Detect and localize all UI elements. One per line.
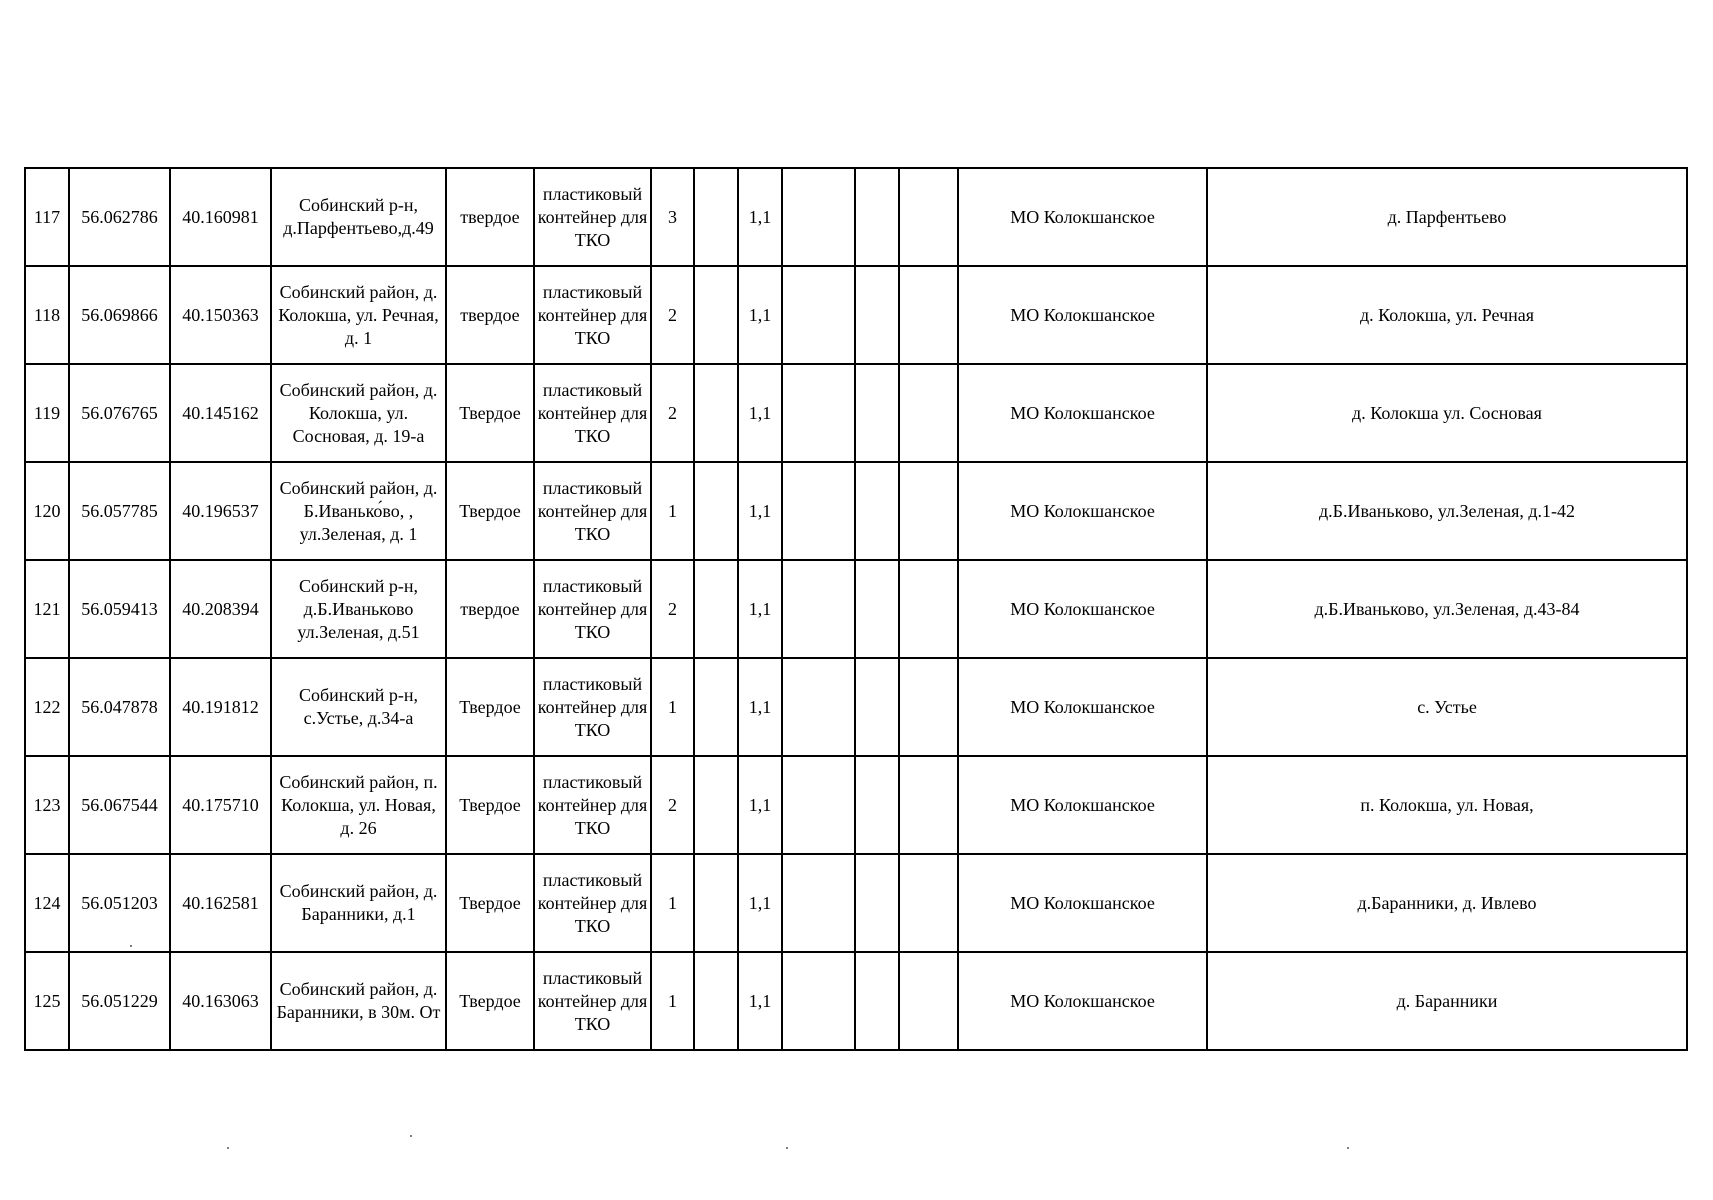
owner-cell: МО Колокшанское <box>958 168 1207 266</box>
address-cell: Собинский район, п. Колокша, ул. Новая, д. 26 <box>271 756 446 854</box>
empty-cell <box>899 168 958 266</box>
longitude-cell: 40.162581 <box>170 854 271 952</box>
empty-cell <box>855 854 899 952</box>
empty-cell <box>694 952 738 1050</box>
empty-cell <box>782 168 855 266</box>
address-cell: Собинский район, д. Колокша, ул. Сосновая, д. 19-а <box>271 364 446 462</box>
longitude-cell: 40.160981 <box>170 168 271 266</box>
latitude-cell: 56.047878 <box>69 658 170 756</box>
row-number-cell: 119 <box>25 364 69 462</box>
empty-cell <box>899 952 958 1050</box>
scan-speck <box>786 1147 788 1149</box>
latitude-cell: 56.057785 <box>69 462 170 560</box>
address-cell: Собинский район, д. Баранники, в 30м. От <box>271 952 446 1050</box>
surface-type-cell: твердое <box>446 560 534 658</box>
latitude-cell: 56.069866 <box>69 266 170 364</box>
container-volume-cell: 1,1 <box>738 854 782 952</box>
empty-cell <box>694 658 738 756</box>
surface-type-cell: Твердое <box>446 756 534 854</box>
empty-cell <box>782 854 855 952</box>
table-row <box>25 266 1687 364</box>
latitude-cell: 56.062786 <box>69 168 170 266</box>
row-number-cell: 121 <box>25 560 69 658</box>
latitude-cell: 56.059413 <box>69 560 170 658</box>
empty-cell <box>855 168 899 266</box>
row-number-cell: 123 <box>25 756 69 854</box>
table-row <box>25 658 1687 756</box>
container-type-cell: пластиковый контейнер для ТКО <box>534 168 651 266</box>
empty-cell <box>899 364 958 462</box>
empty-cell <box>782 266 855 364</box>
table-body <box>25 168 1687 1050</box>
empty-cell <box>855 462 899 560</box>
table-row <box>25 854 1687 952</box>
row-number-cell: 124 <box>25 854 69 952</box>
surface-type-cell: Твердое <box>446 462 534 560</box>
container-volume-cell: 1,1 <box>738 560 782 658</box>
owner-cell: МО Колокшанское <box>958 560 1207 658</box>
served-area-cell: д. Баранники <box>1207 952 1687 1050</box>
empty-cell <box>694 854 738 952</box>
longitude-cell: 40.196537 <box>170 462 271 560</box>
container-type-cell: пластиковый контейнер для ТКО <box>534 756 651 854</box>
longitude-cell: 40.163063 <box>170 952 271 1050</box>
container-volume-cell: 1,1 <box>738 168 782 266</box>
table-row <box>25 462 1687 560</box>
container-count-cell: 1 <box>651 854 694 952</box>
address-cell: Собинский р-н, д.Парфентьево,д.49 <box>271 168 446 266</box>
latitude-cell: 56.076765 <box>69 364 170 462</box>
surface-type-cell: Твердое <box>446 854 534 952</box>
served-area-cell: д.Б.Иваньково, ул.Зеленая, д.43-84 <box>1207 560 1687 658</box>
owner-cell: МО Колокшанское <box>958 462 1207 560</box>
container-volume-cell: 1,1 <box>738 462 782 560</box>
container-count-cell: 1 <box>651 952 694 1050</box>
row-number-cell: 120 <box>25 462 69 560</box>
address-cell: Собинский район, д. Б.Иванько́во, , ул.Зеленая, д. 1 <box>271 462 446 560</box>
served-area-cell: д. Колокша, ул. Речная <box>1207 266 1687 364</box>
empty-cell <box>782 364 855 462</box>
container-type-cell: пластиковый контейнер для ТКО <box>534 658 651 756</box>
owner-cell: МО Колокшанское <box>958 952 1207 1050</box>
longitude-cell: 40.145162 <box>170 364 271 462</box>
empty-cell <box>694 266 738 364</box>
row-number-cell: 117 <box>25 168 69 266</box>
address-cell: Собинский р-н, с.Устье, д.34-а <box>271 658 446 756</box>
address-cell: Собинский район, д. Баранники, д.1 <box>271 854 446 952</box>
table-row <box>25 168 1687 266</box>
table-row <box>25 952 1687 1050</box>
surface-type-cell: Твердое <box>446 364 534 462</box>
empty-cell <box>782 560 855 658</box>
address-cell: Собинский р-н, д.Б.Иваньково ул.Зеленая, д.51 <box>271 560 446 658</box>
scan-speck <box>1347 1147 1349 1149</box>
surface-type-cell: твердое <box>446 168 534 266</box>
table-row <box>25 560 1687 658</box>
empty-cell <box>855 266 899 364</box>
longitude-cell: 40.208394 <box>170 560 271 658</box>
latitude-cell: 56.067544 <box>69 756 170 854</box>
longitude-cell: 40.175710 <box>170 756 271 854</box>
empty-cell <box>855 952 899 1050</box>
container-count-cell: 2 <box>651 364 694 462</box>
empty-cell <box>899 560 958 658</box>
container-count-cell: 1 <box>651 462 694 560</box>
row-number-cell: 118 <box>25 266 69 364</box>
latitude-cell: 56.051229 <box>69 952 170 1050</box>
container-count-cell: 1 <box>651 658 694 756</box>
empty-cell <box>855 756 899 854</box>
surface-type-cell: Твердое <box>446 952 534 1050</box>
empty-cell <box>694 756 738 854</box>
empty-cell <box>782 756 855 854</box>
container-volume-cell: 1,1 <box>738 364 782 462</box>
scan-speck <box>130 945 132 947</box>
served-area-cell: с. Устье <box>1207 658 1687 756</box>
empty-cell <box>782 462 855 560</box>
surface-type-cell: Твердое <box>446 658 534 756</box>
table-row <box>25 756 1687 854</box>
waste-container-sites-table <box>24 167 1688 1051</box>
longitude-cell: 40.191812 <box>170 658 271 756</box>
owner-cell: МО Колокшанское <box>958 266 1207 364</box>
empty-cell <box>855 560 899 658</box>
empty-cell <box>782 658 855 756</box>
container-volume-cell: 1,1 <box>738 952 782 1050</box>
empty-cell <box>899 756 958 854</box>
scan-speck <box>227 1147 229 1149</box>
served-area-cell: д. Парфентьево <box>1207 168 1687 266</box>
empty-cell <box>855 364 899 462</box>
empty-cell <box>899 854 958 952</box>
owner-cell: МО Колокшанское <box>958 854 1207 952</box>
served-area-cell: д.Баранники, д. Ивлево <box>1207 854 1687 952</box>
latitude-cell: 56.051203 <box>69 854 170 952</box>
container-volume-cell: 1,1 <box>738 266 782 364</box>
empty-cell <box>899 266 958 364</box>
empty-cell <box>855 658 899 756</box>
container-count-cell: 2 <box>651 266 694 364</box>
empty-cell <box>694 168 738 266</box>
surface-type-cell: твердое <box>446 266 534 364</box>
address-cell: Собинский район, д. Колокша, ул. Речная, д. 1 <box>271 266 446 364</box>
served-area-cell: п. Колокша, ул. Новая, <box>1207 756 1687 854</box>
table-row <box>25 364 1687 462</box>
owner-cell: МО Колокшанское <box>958 756 1207 854</box>
owner-cell: МО Колокшанское <box>958 658 1207 756</box>
container-type-cell: пластиковый контейнер для ТКО <box>534 560 651 658</box>
container-type-cell: пластиковый контейнер для ТКО <box>534 462 651 560</box>
owner-cell: МО Колокшанское <box>958 364 1207 462</box>
container-volume-cell: 1,1 <box>738 658 782 756</box>
container-volume-cell: 1,1 <box>738 756 782 854</box>
served-area-cell: д. Колокша ул. Сосновая <box>1207 364 1687 462</box>
container-type-cell: пластиковый контейнер для ТКО <box>534 952 651 1050</box>
container-type-cell: пластиковый контейнер для ТКО <box>534 854 651 952</box>
container-type-cell: пластиковый контейнер для ТКО <box>534 266 651 364</box>
container-type-cell: пластиковый контейнер для ТКО <box>534 364 651 462</box>
empty-cell <box>694 560 738 658</box>
row-number-cell: 122 <box>25 658 69 756</box>
empty-cell <box>694 364 738 462</box>
container-count-cell: 2 <box>651 560 694 658</box>
container-count-cell: 2 <box>651 756 694 854</box>
empty-cell <box>694 462 738 560</box>
served-area-cell: д.Б.Иваньково, ул.Зеленая, д.1-42 <box>1207 462 1687 560</box>
empty-cell <box>899 462 958 560</box>
scan-speck <box>410 1135 412 1137</box>
empty-cell <box>899 658 958 756</box>
row-number-cell: 125 <box>25 952 69 1050</box>
empty-cell <box>782 952 855 1050</box>
container-count-cell: 3 <box>651 168 694 266</box>
longitude-cell: 40.150363 <box>170 266 271 364</box>
